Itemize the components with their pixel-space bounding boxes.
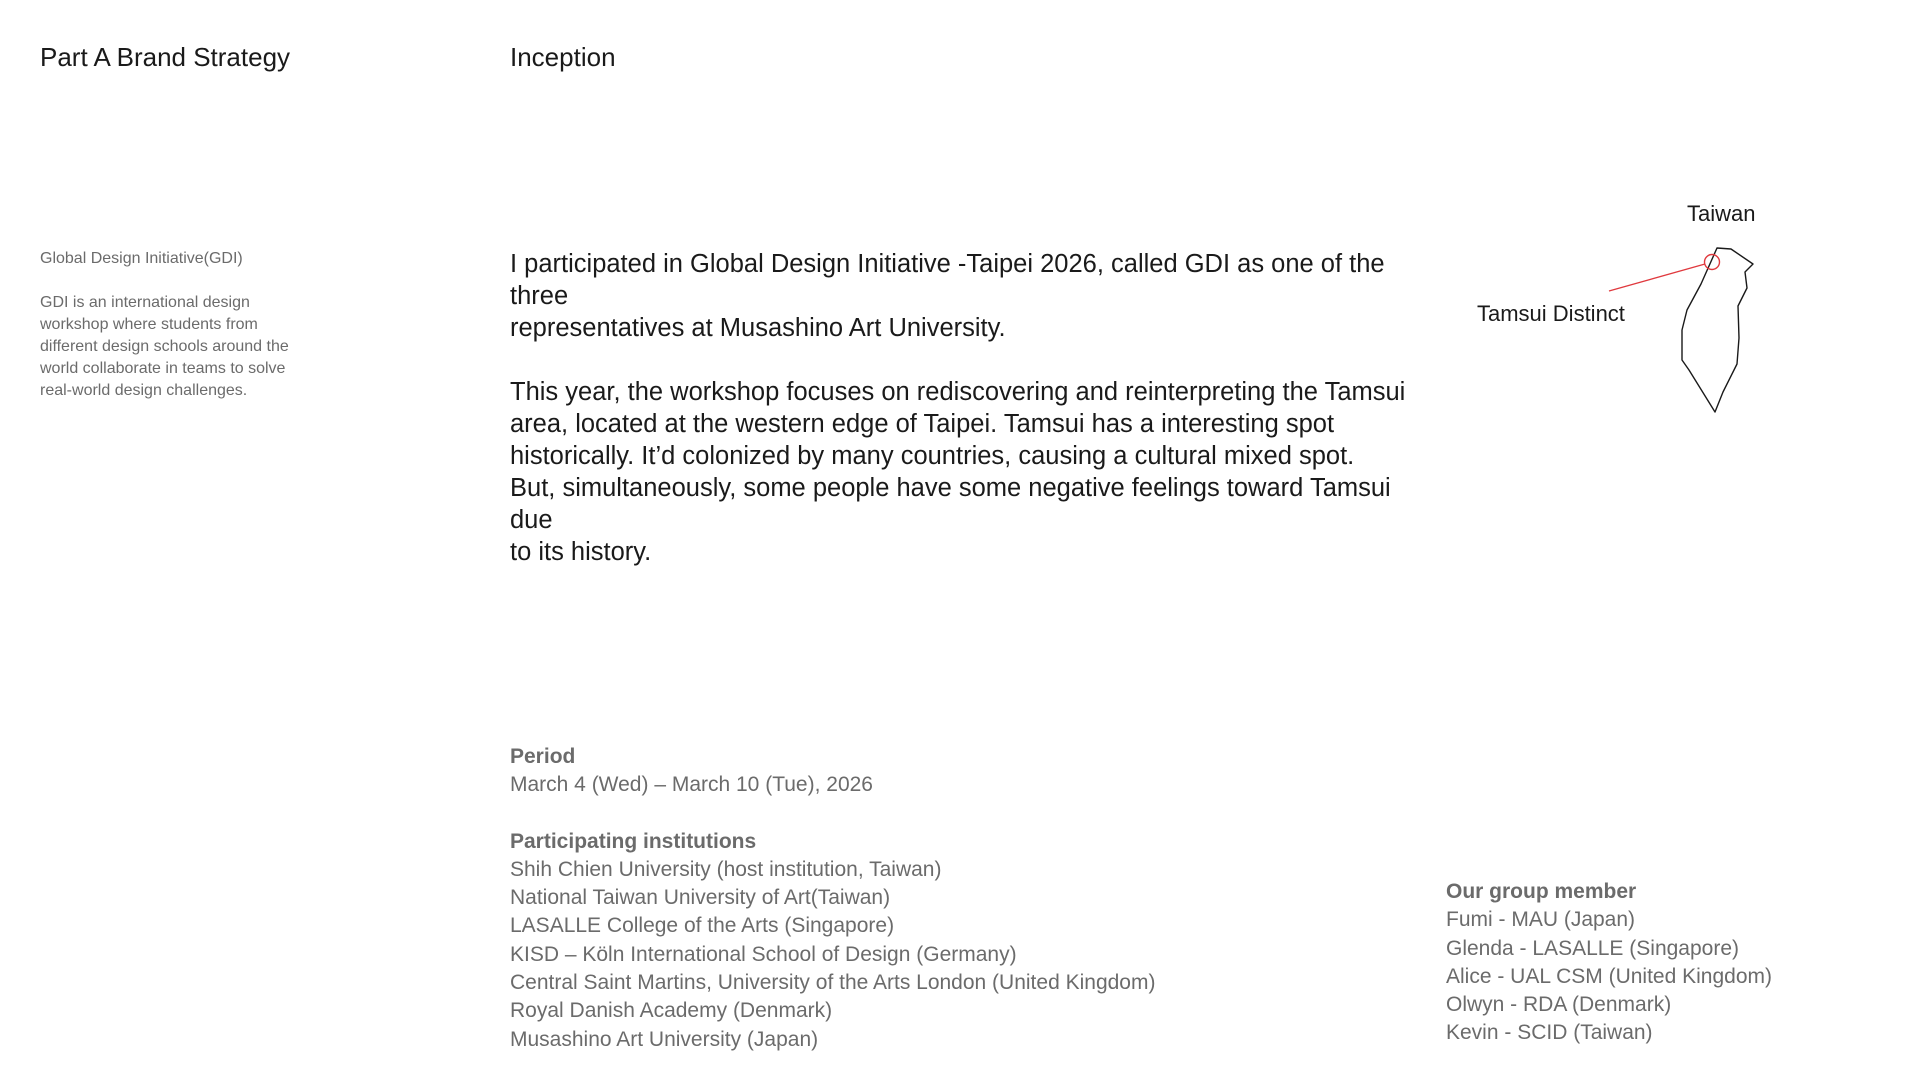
group-member: Glenda - LASALLE (Singapore) — [1446, 936, 1740, 960]
paragraph-line: This year, the workshop focuses on rediscovering and reinterpreting the Tamsui — [510, 378, 1406, 406]
taiwan-map — [1470, 196, 1800, 426]
sidebar-description-line: GDI is an international design — [40, 294, 250, 311]
tamsui-pointer-line — [1609, 264, 1705, 291]
sidebar — [40, 248, 320, 402]
paragraph-line: historically. It’d colonized by many countries, causing a cultural mixed spot. — [510, 442, 1355, 470]
sidebar-description-line: workshop where students from — [40, 316, 258, 333]
tamsui-marker — [1705, 255, 1720, 270]
paragraph-line: But, simultaneously, some people have some negative feelings toward Tamsui due — [510, 474, 1391, 534]
group-members — [1446, 878, 1772, 1048]
institution-item: Central Saint Martins, University of the Arts London (United Kingdom) — [510, 971, 1156, 995]
group-member: Fumi - MAU (Japan) — [1446, 908, 1636, 932]
institution-item: LASALLE College of the Arts (Singapore) — [510, 914, 895, 938]
institutions-heading: Participating institutions — [510, 829, 757, 853]
paragraph-line: I participated in Global Design Initiative -Taipei 2026, called GDI as one of the three — [510, 250, 1385, 310]
institution-item: Musashino Art University (Japan) — [510, 1027, 819, 1051]
institution-item: KISD – Köln International School of Design (Germany) — [510, 942, 1017, 966]
group-member: Alice - UAL CSM (United Kingdom) — [1446, 964, 1772, 988]
period-value: March 4 (Wed) – March 10 (Tue), 2026 — [510, 773, 873, 797]
sidebar-description-line: real-world design challenges. — [40, 382, 248, 399]
sidebar-description-line: world collaborate in teams to solve — [40, 360, 286, 377]
group-member: Olwyn - RDA (Denmark) — [1446, 993, 1672, 1017]
institution-item: Royal Danish Academy (Denmark) — [510, 999, 833, 1023]
map-district-label: Tamsui Distinct — [1477, 301, 1625, 326]
paragraph-line: area, located at the western edge of Taipei. Tamsui has a interesting spot — [510, 410, 1335, 438]
institution-item: National Taiwan University of Art(Taiwan) — [510, 886, 891, 910]
main-text — [510, 248, 1440, 568]
paragraph-line: representatives at Musashino Art University. — [510, 314, 1006, 342]
sidebar-description-line: different design schools around the — [40, 338, 289, 355]
group-heading: Our group member — [1446, 880, 1637, 903]
sidebar-title: Global Design Initiative(GDI) — [40, 250, 243, 267]
map-country-label: Taiwan — [1687, 201, 1756, 226]
section-label: Part A Brand Strategy — [40, 42, 291, 72]
paragraph-line: to its history. — [510, 538, 652, 566]
sidebar-description — [40, 292, 320, 402]
institution-item: Shih Chien University (host institution, Taiwan) — [510, 857, 942, 881]
period-heading: Period — [510, 745, 576, 768]
page-title: Inception — [510, 42, 616, 72]
group-member: Kevin - SCID (Taiwan) — [1446, 1021, 1653, 1045]
taiwan-outline — [1682, 248, 1753, 412]
workshop-info — [510, 743, 1155, 1054]
